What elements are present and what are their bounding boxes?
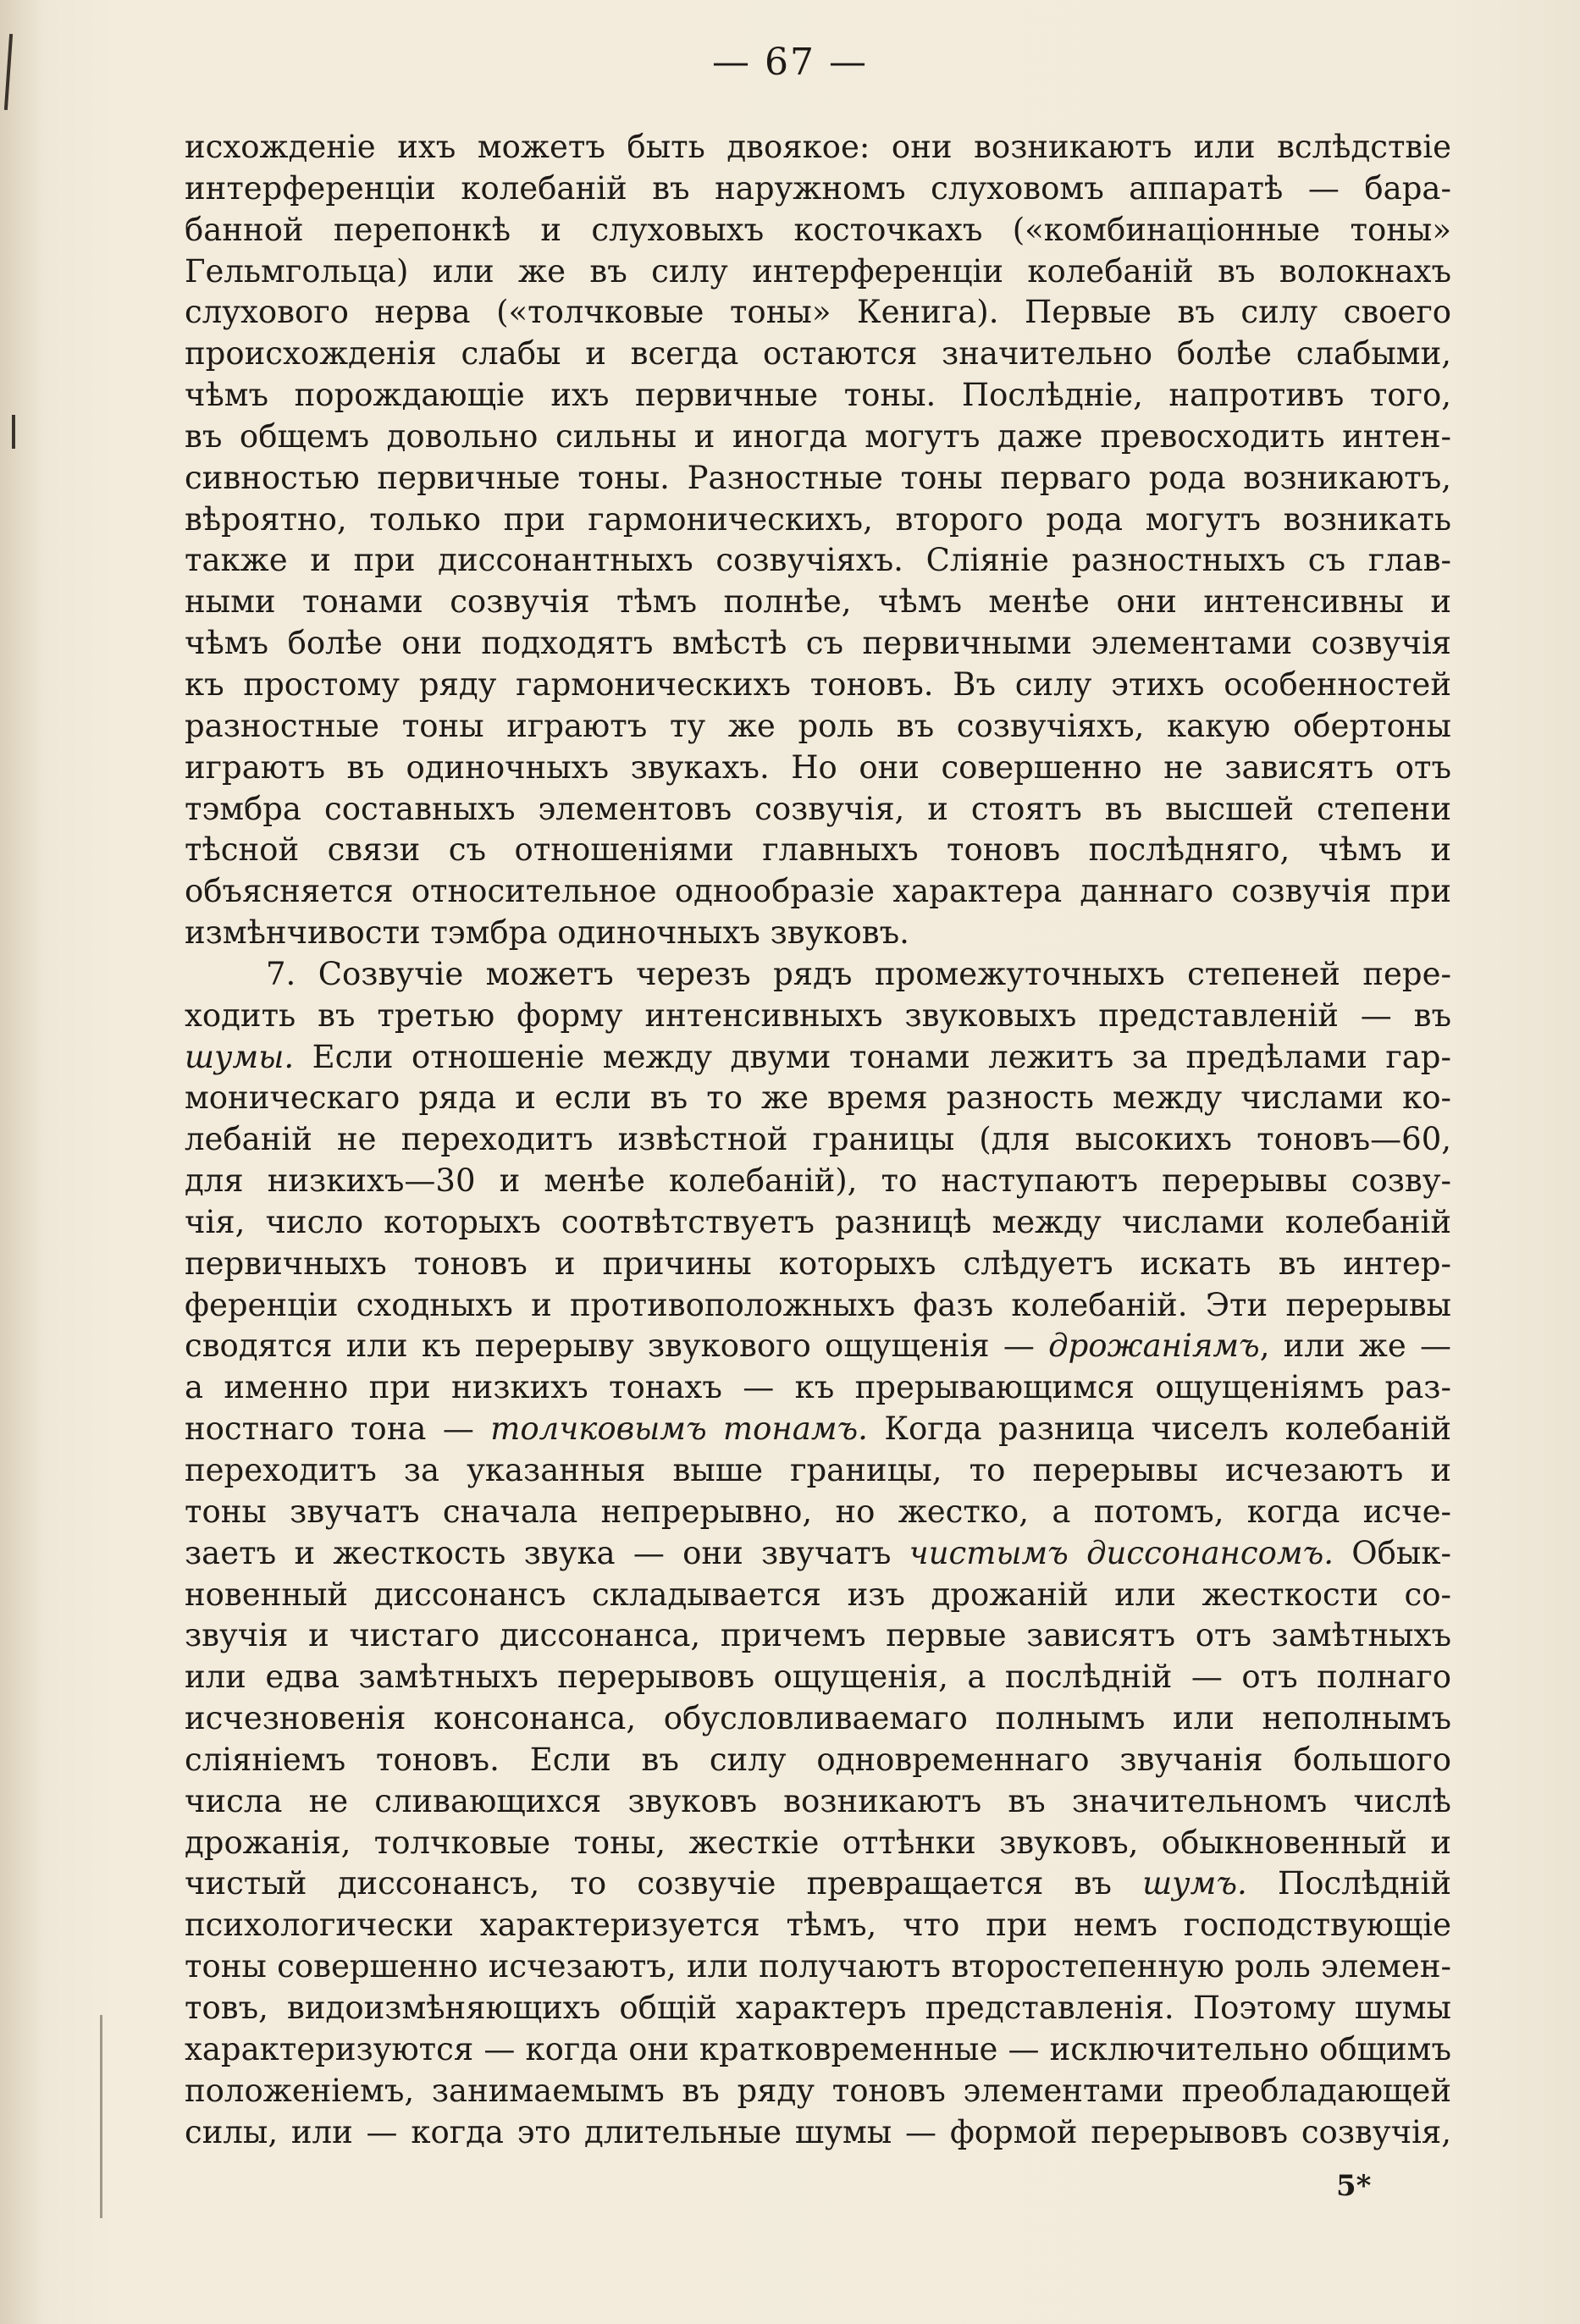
text-line: сивностью первичные тоны. Разностные тоны перваго рода возникаютъ, xyxy=(185,459,1451,496)
text-line: положеніемъ, занимаемымъ въ ряду тоновъ элементами преобладающей xyxy=(185,2072,1451,2109)
text-line: звучія и чистаго диссонанса, причемъ первые зависятъ отъ замѣтныхъ xyxy=(185,1617,1451,1654)
text-line: чѣмъ болѣе они подходятъ вмѣстѣ съ первичными элементами созвучія xyxy=(185,625,1451,662)
text-run: сводятся или къ перерыву звукового ощущенія — xyxy=(185,1328,1049,1365)
text-line: 7. Созвучіе можетъ черезъ рядъ промежуточныхъ степеней пере- xyxy=(266,955,1451,992)
text-line: сліяніемъ тоновъ. Если въ силу одновременнаго звучанія большого xyxy=(185,1741,1451,1778)
text-line: банной перепонкѣ и слуховыхъ косточкахъ («комбинаціонные тоны» xyxy=(185,211,1451,248)
text-line: слухового нерва («толчковые тоны» Кенига). Первые въ силу своего xyxy=(185,294,1451,331)
text-line: или едва замѣтныхъ перерывовъ ощущенія, а послѣдній — отъ полнаго xyxy=(185,1659,1451,1696)
text-line: для низкихъ—30 и менѣе колебаній), то наступаютъ перерывы созву- xyxy=(185,1162,1451,1200)
text-line: происхожденія слабы и всегда остаются значительно болѣе слабыми, xyxy=(185,335,1451,373)
text-line xyxy=(185,1037,1451,1079)
text-line: ходить въ третью форму интенсивныхъ звуковыхъ представленій — въ xyxy=(185,996,1451,1034)
text-line: тоны звучатъ сначала непрерывно, но жестко, а потомъ, когда исче- xyxy=(185,1493,1451,1530)
text-line: тоны совершенно исчезаютъ, или получаютъ второстепенную роль элемен- xyxy=(185,1948,1451,1985)
text-line: числа не сливающихся звуковъ возникаютъ въ значительномъ числѣ xyxy=(185,1782,1451,1819)
text-line: разностные тоны играютъ ту же роль въ созвучіяхъ, какую обертоны xyxy=(185,707,1451,744)
text-line: новенный диссонансъ складывается изъ дрожаній или жесткости со- xyxy=(185,1576,1451,1613)
text-line xyxy=(185,1533,1451,1575)
text-line: исчезновенія консонанса, обусловливаемаго полнымъ или неполнымъ xyxy=(185,1700,1451,1737)
text-line: объясняется относительное однообразіе характера даннаго созвучія при xyxy=(185,873,1451,910)
text-run: Если отношеніе между двуми тонами лежитъ за предѣлами гар- xyxy=(294,1038,1451,1075)
text-run: заетъ и жесткость звука — они звучатъ xyxy=(185,1534,909,1571)
text-line xyxy=(185,1863,1451,1905)
text-line: психологически характеризуется тѣмъ, что при немъ господствующіе xyxy=(185,1907,1451,1944)
text-line: чія, число которыхъ соотвѣтствуетъ разницѣ между числами колебаній xyxy=(185,1203,1451,1240)
text-line: вѣроятно, только при гармоническихъ, второго рода могутъ возникать xyxy=(185,500,1451,538)
text-run: ностнаго тона — xyxy=(185,1410,491,1448)
text-line: первичныхъ тоновъ и причины которыхъ слѣдуетъ искать въ интер- xyxy=(185,1245,1451,1282)
text-line xyxy=(185,1326,1451,1367)
text-run: , или же — xyxy=(1259,1328,1451,1365)
signature-mark: 5* xyxy=(1336,2169,1372,2203)
italic-term: чистымъ диссонансомъ. xyxy=(909,1534,1334,1571)
text-line: дрожанія, толчковые тоны, жесткіе оттѣнки звуковъ, обыкновенный и xyxy=(185,1824,1451,1861)
text-line: лебаній не переходитъ извѣстной границы (для высокихъ тоновъ—60, xyxy=(185,1121,1451,1158)
text-line: играютъ въ одиночныхъ звукахъ. Но они совершенно не зависятъ отъ xyxy=(185,748,1451,786)
edge-mark xyxy=(12,415,15,449)
text-line: интерференціи колебаній въ наружномъ слуховомъ аппаратѣ — бара- xyxy=(185,169,1451,207)
binding-edge xyxy=(0,0,41,2324)
text-line: чѣмъ порождающіе ихъ первичные тоны. Послѣдніе, напротивъ того, xyxy=(185,377,1451,414)
text-line: тѣсной связи съ отношеніями главныхъ тоновъ послѣдняго, чѣмъ и xyxy=(185,831,1451,869)
text-line: переходитъ за указанныя выше границы, то перерывы исчезаютъ и xyxy=(185,1452,1451,1488)
text-line: тэмбра составныхъ элементовъ созвучія, и стоятъ въ высшей степени xyxy=(185,790,1451,827)
text-line: моническаго ряда и если въ то же время разность между числами ко- xyxy=(185,1079,1451,1117)
text-line: а именно при низкихъ тонахъ — къ прерывающимся ощущеніямъ раз- xyxy=(185,1369,1451,1406)
text-line: товъ, видоизмѣняющихъ общій характеръ представленія. Поэтому шумы xyxy=(185,1989,1451,2026)
text-line: характеризуются — когда они кратковременные — исключительно общимъ xyxy=(185,2030,1451,2067)
page-number: — 67 — xyxy=(712,41,868,84)
text-line: ференціи сходныхъ и противоположныхъ фазъ колебаній. Эти перерывы xyxy=(185,1286,1451,1323)
edge-mark xyxy=(100,2015,102,2218)
body-text xyxy=(185,127,1451,2153)
italic-term: шумъ. xyxy=(1142,1865,1247,1902)
text-line: въ общемъ довольно сильны и иногда могутъ даже превосходить интен- xyxy=(185,417,1451,455)
italic-term: дрожаніямъ xyxy=(1048,1328,1260,1365)
text-run: Обык- xyxy=(1334,1534,1451,1571)
text-run: Послѣдній xyxy=(1246,1865,1451,1902)
text-line xyxy=(185,1409,1451,1450)
italic-term: толчковымъ тонамъ. xyxy=(490,1410,868,1448)
text-run: чистый диссонансъ, то созвучіе превращается въ xyxy=(185,1865,1143,1902)
text-run: Когда разница чиселъ колебаній xyxy=(867,1410,1452,1448)
italic-term: шумы. xyxy=(185,1038,295,1075)
text-line: Гельмгольца) или же въ силу интерференціи колебаній въ волокнахъ xyxy=(185,252,1451,290)
text-line: также и при диссонантныхъ созвучіяхъ. Сліяніе разностныхъ съ глав- xyxy=(185,542,1451,579)
text-line: ными тонами созвучія тѣмъ полнѣе, чѣмъ менѣе они интенсивны и xyxy=(185,583,1451,621)
text-line: къ простому ряду гармоническихъ тоновъ. Въ силу этихъ особенностей xyxy=(185,665,1451,703)
text-line: силы, или — когда это длительные шумы — формой перерывовъ созвучія, xyxy=(185,2113,1451,2150)
text-line: исхожденіе ихъ можетъ быть двоякое: они возникаютъ или вслѣдствіе xyxy=(185,129,1451,165)
text-line: измѣнчивости тэмбра одиночныхъ звуковъ. xyxy=(185,914,909,952)
